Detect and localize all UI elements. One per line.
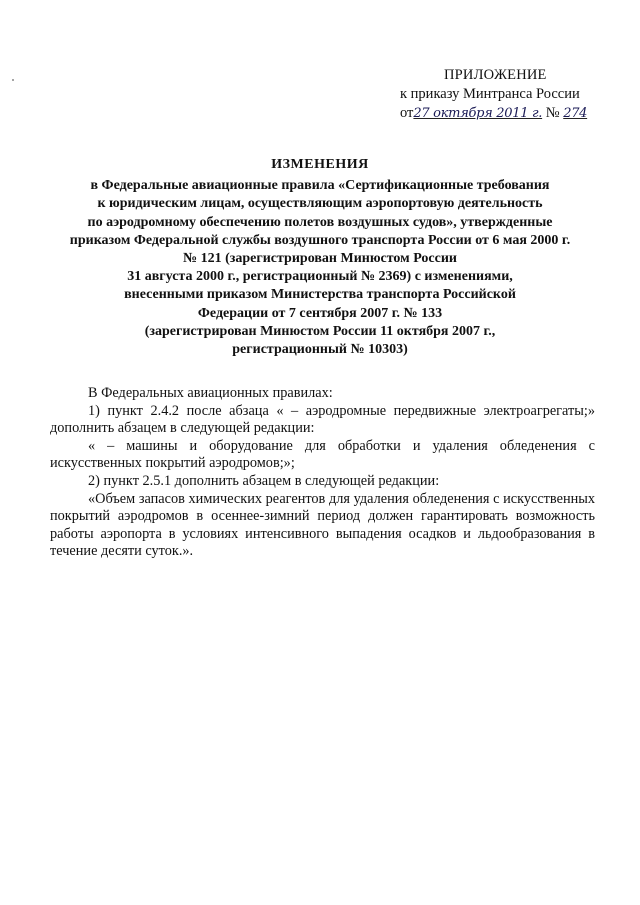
heading-line: в Федеральные авиационные правила «Сертификационные требования — [90, 178, 550, 194]
body-item-2-quote: «Объем запасов химических реагентов для удаления обледенения с искусственных покрытий аэродромов в осеннее-зимний период должен гарантировать возможность работы аэропорта в условиях интенсивного выпадения осадков и льдообразования в течение десяти суток.». — [50, 490, 595, 560]
appendix-order-reference: к приказу Минтранса России — [400, 86, 580, 102]
number-prefix: № — [545, 105, 560, 121]
body-item-2: 2) пункт 2.5.1 дополнить абзацем в следующей редакции: — [88, 472, 440, 489]
appendix-title: ПРИЛОЖЕНИЕ — [444, 67, 547, 83]
scan-speck — [12, 79, 14, 81]
heading-line: внесенными приказом Министерства транспорта Российской — [124, 287, 516, 303]
document-body — [50, 385, 595, 561]
heading-line: приказом Федеральной службы воздушного транспорта России от 6 мая 2000 г. — [69, 232, 571, 248]
body-item-1-quote: « – машины и оборудование для обработки и удаления обледенения с искусственных покрытий аэродромов;»; — [50, 437, 595, 472]
heading-title: ИЗМЕНЕНИЯ — [271, 157, 369, 172]
appendix-block — [400, 66, 610, 123]
heading-line: 31 августа 2000 г., регистрационный № 2369) с изменениями, — [127, 269, 513, 285]
date-prefix: от — [400, 105, 414, 121]
handwritten-number: 274 — [563, 106, 588, 121]
heading-line: (зарегистрирован Минюстом России 11 октября 2007 г., — [144, 323, 496, 339]
heading-line: Федерации от 7 сентября 2007 г. № 133 — [197, 305, 443, 321]
appendix-date-number-line — [400, 104, 610, 123]
document-heading — [40, 156, 600, 359]
handwritten-date: 27 октября 2011 г. — [413, 106, 543, 121]
heading-line: № 121 (зарегистрирован Минюстом России — [183, 251, 457, 267]
heading-line: к юридическим лицам, осуществляющим аэропортовую деятельность — [97, 196, 543, 212]
body-item-1: 1) пункт 2.4.2 после абзаца « – аэродромные передвижные электроагрегаты;» дополнить абзацем в следующей редакции: — [50, 402, 595, 437]
heading-line: регистрационный № 10303) — [232, 342, 408, 358]
body-intro: В Федеральных авиационных правилах: — [88, 385, 333, 401]
heading-line: по аэродромному обеспечению полетов воздушных судов», утвержденные — [87, 214, 553, 230]
